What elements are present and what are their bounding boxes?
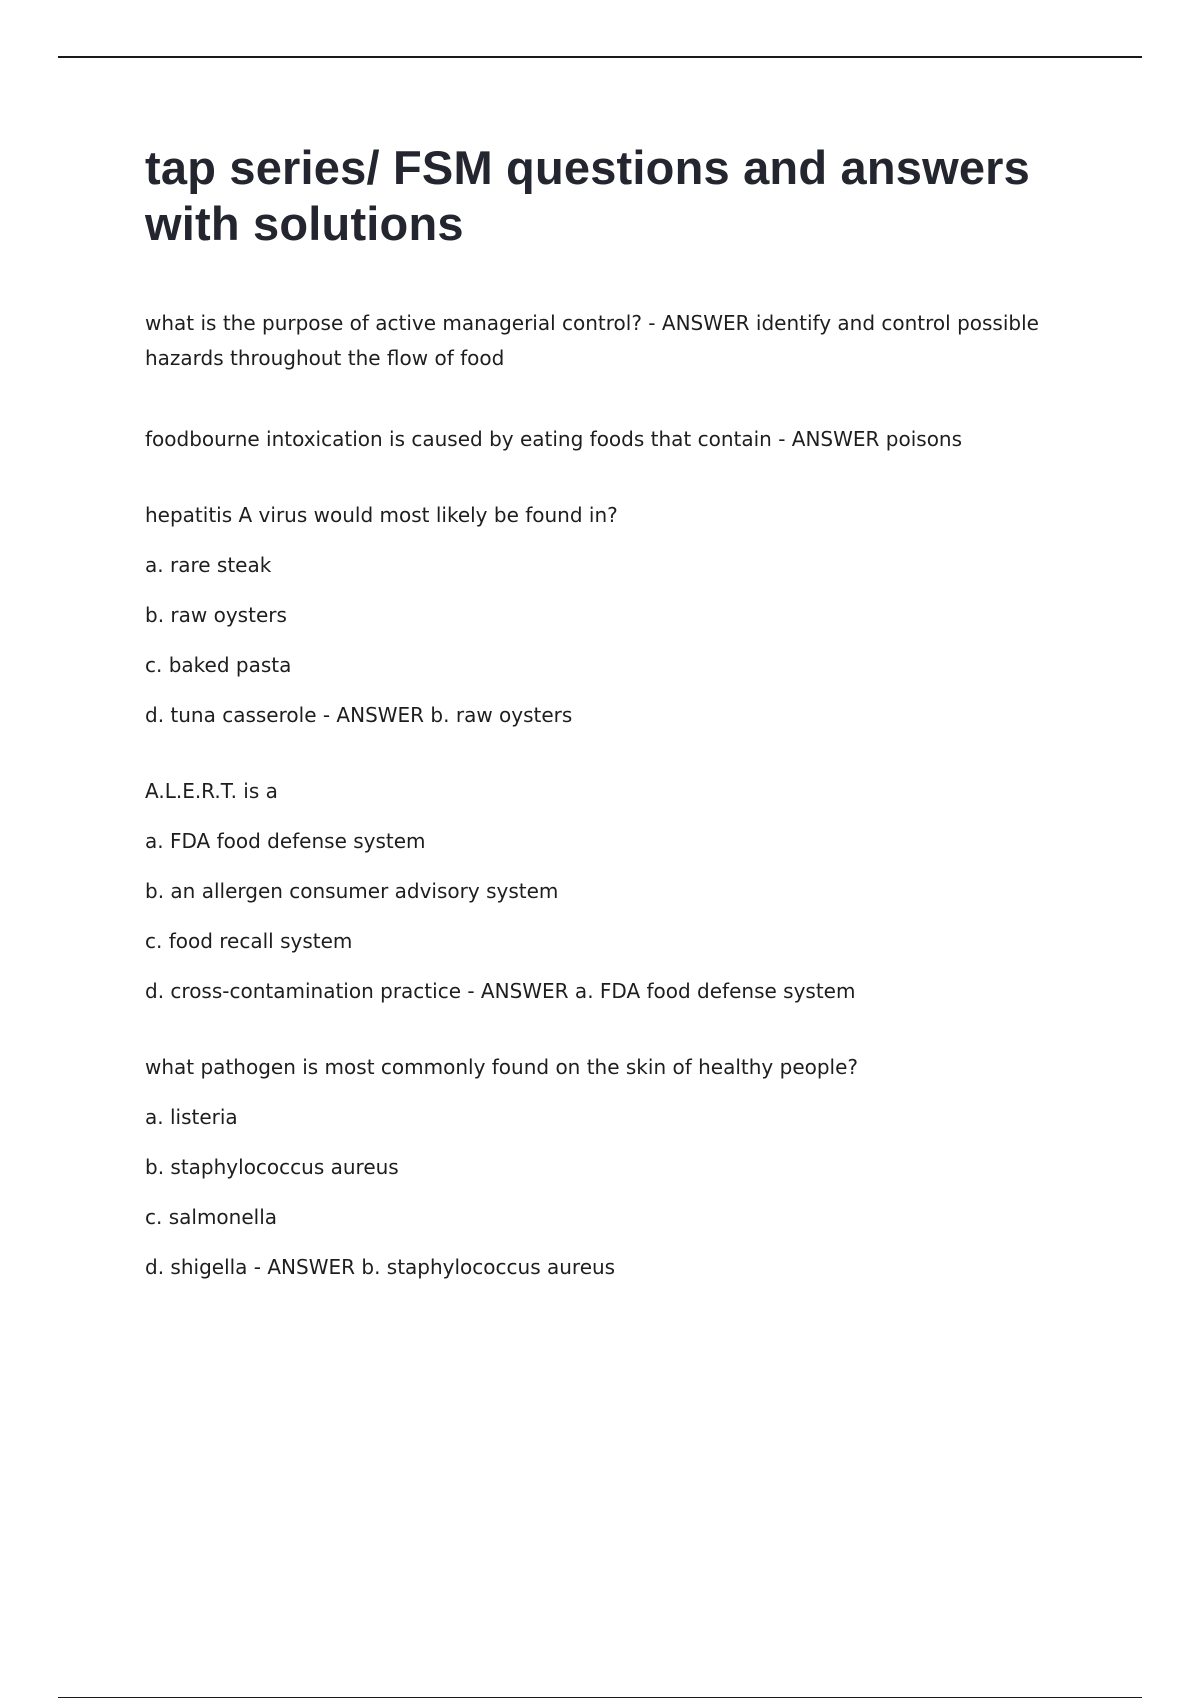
document-body [145, 140, 1065, 1330]
question-text: hepatitis A virus would most likely be found in? [145, 503, 618, 527]
option-d-answer: d. cross-contamination practice - ANSWER a. FDA food defense system [145, 979, 856, 1003]
footer-rule [58, 1697, 1142, 1698]
option-b: b. raw oysters [145, 603, 287, 627]
qa-block-5 [145, 1054, 1065, 1280]
document-title: tap series/ FSM questions and answers with solutions [145, 141, 1031, 250]
option-b: b. an allergen consumer advisory system [145, 879, 559, 903]
option-a: a. listeria [145, 1105, 238, 1129]
qa-block-3 [145, 502, 1065, 728]
header-rule [58, 56, 1142, 58]
question-text: what pathogen is most commonly found on the skin of healthy people? [145, 1055, 859, 1079]
option-a: a. rare steak [145, 553, 272, 577]
option-a: a. FDA food defense system [145, 829, 426, 853]
option-c: c. food recall system [145, 929, 353, 953]
option-c: c. baked pasta [145, 653, 292, 677]
qa-block-4 [145, 778, 1065, 1004]
option-c: c. salmonella [145, 1205, 278, 1229]
question-text: foodbourne intoxication is caused by eating foods that contain - ANSWER poisons [145, 427, 963, 451]
qa-block-2 [145, 426, 1065, 452]
question-text: A.L.E.R.T. is a [145, 779, 278, 803]
qa-block-1 [145, 306, 1065, 376]
question-text: what is the purpose of active managerial control? - ANSWER identify and control possible hazards throughout the flow of food [145, 311, 1039, 370]
option-d-answer: d. tuna casserole - ANSWER b. raw oysters [145, 703, 573, 727]
option-d-answer: d. shigella - ANSWER b. staphylococcus aureus [145, 1255, 616, 1279]
option-b: b. staphylococcus aureus [145, 1155, 399, 1179]
